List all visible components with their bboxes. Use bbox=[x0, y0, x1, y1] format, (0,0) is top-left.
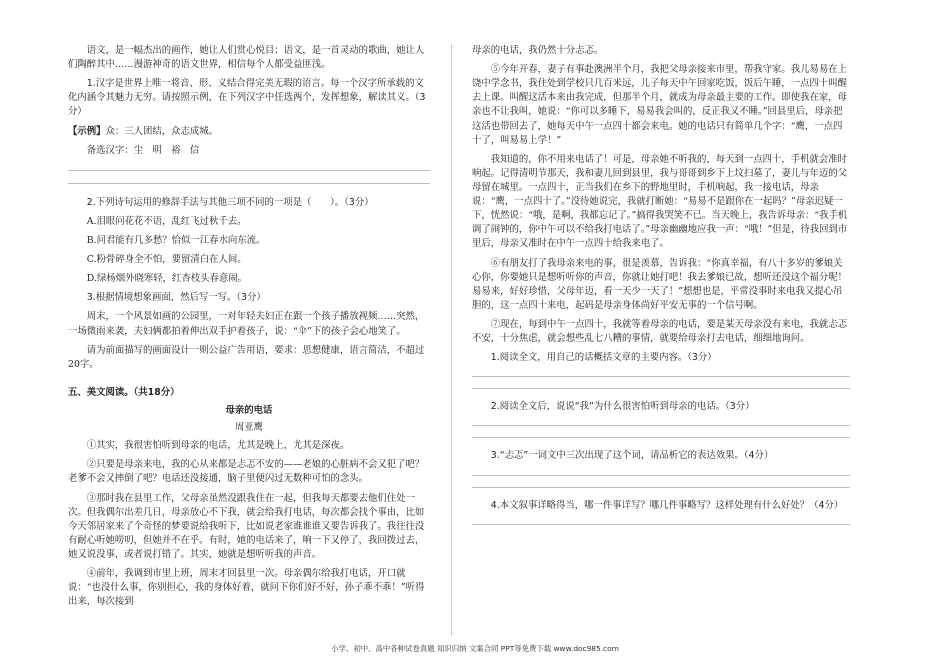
section-5-title: 五、美文阅读。（共18分） bbox=[68, 386, 180, 398]
article-paragraph-5b: 我知道的，你不用来电话了！可是，母亲她不听我的，每天到一点四十，手机就会准时响起。记得清明节那天，我和妻儿回到县里，我与哥哥到乡下上坟扫墓了，妻儿与年迈的父母留在城里。一点四十，正当我们在乡下的野地里时，手机响起，我一接电话，母亲说：“鹰，一点四十了。”没待她说完，我就打断她：“易易不是跟你在一起吗？”母亲迟疑一下，恍然说：“哦，是啊，我都忘记了。”搞得我哭笑不已。当天晚上，我告诉母亲：“我手机调了闹钟的，你中午可以不给我打电话了。”母亲幽幽地应我一声：“哦！”但是，待我回到市里后，母亲又准时在中午一点四十给我来电了。 bbox=[472, 153, 848, 250]
reading-question-1: 1.阅读全文，用自己的话概括文章的主要内容。（3分） bbox=[490, 352, 717, 364]
article-paragraph-2: ②只要是母亲来电，我的心从来都是忐忑不安的——老娘的心脏病不会又犯了吧？老爹不会又摔倒了吧？电话还没接通，脑子里便闪过无数种可怕的念头。 bbox=[68, 459, 425, 485]
question-1: 1.汉字是世界上唯一将音、形、义结合得完美无瑕的语言。每一个汉字所承载的文化内涵令其魅力无穷。请按照示例，在下列汉字中任选两个，发挥想象，解读其义。（3分） bbox=[68, 78, 426, 118]
reading-question-4: 4.本文叙事详略得当，哪一件事详写？哪几件事略写？这样处理有什么好处？（4分） bbox=[490, 499, 844, 511]
option-a: A.泪眼问花花不语，乱红飞过秋千去。 bbox=[86, 215, 247, 227]
article-paragraph-6: ⑥有朋友打了我母亲来电的事，很是羡慕，告诉我：“你真幸福，有八十多岁的爹娘关心你，你要她只是想听听你的声音，你就让她打吧！我去爹娘已故，想听还没这个福分呢！易易来，好好珍惜，父母年迈，看一天少一天了！”想想也是，平常没事时来电我又提心吊胆的，这一点四十来电，起码是母亲身体尚好平安无事的一个信号啊。 bbox=[472, 257, 848, 311]
answer-line bbox=[472, 524, 850, 525]
right-column bbox=[472, 44, 850, 536]
intro-paragraph: 语文，是一幅杰出的画作，她让人们赏心悦目；语文，是一首灵动的歌曲，她让人们陶醉其中……漫游神奇的语文世界，相信每个人都受益匪浅。 bbox=[68, 45, 425, 71]
example-line bbox=[68, 125, 430, 139]
question-3-scene: 周末，一个风景如画的公园里，一对年轻夫妇正在跟一个孩子播放视频……突然，一场微雨来袭，夫妇俩都拍着伸出双手护着孩子，说：“伞”下的孩子会心地笑了。 bbox=[68, 311, 425, 337]
option-c: C.粉骨碎身全不怕，要留清白在人间。 bbox=[86, 254, 247, 266]
reading-question-3: 3.“忐忑”一词文中三次出现了这个词，请品析它的表达效果。（4分） bbox=[490, 450, 774, 462]
answer-line bbox=[472, 437, 850, 438]
option-b: B.问君能有几多愁？恰似一江春水向东流。 bbox=[86, 234, 266, 246]
column-divider bbox=[451, 44, 452, 636]
article-paragraph-7: ⑦现在，每到中午一点四十，我就等着母亲的电话，要是某天母亲没有来电，我就忐忑不安，十分焦虑，就会想些乱七八糟的事情，就要给母亲打去电话，细细地询问。 bbox=[472, 318, 848, 345]
question-3: 3.根据情境想象画面，然后写一写。（3分） bbox=[86, 292, 266, 304]
option-d: D.绿杨烟外晓寒轻，红杏枝头春意闹。 bbox=[86, 273, 247, 285]
article-title: 母亲的电话 bbox=[225, 404, 273, 416]
answer-line bbox=[68, 170, 430, 171]
article-paragraph-3: ③那时我在县里工作，父母亲虽然没跟我住在一起，但我每天都要去他们住处一次。但我偶尔出差几日，母亲放心不下我，就会给我打电话，每次都会找个事由，比如今天邻居家来了个奇怪的梦要说给我听下，比如说老家谁谁谁又要告诉我了。我往往没有耐心听她唠叨，但她并不在乎。有时，她的电话来了，响一下又停了，我回拨过去，她又说没事，或者说打错了。其实，她就是想听听我的声音。 bbox=[68, 492, 425, 560]
article-paragraph-5: ⑤今年开春，妻子有事赴澳洲半个月，我把父母亲接来市里，帮我守家。我儿易易在上饶中学念书，我住处到学校只几百米远，儿子每天中午回家吃饭，饭后午睡，一点四十叫醒去上课。叫醒这活本来由我完成，但那半个月，就成为母亲最主要的工作。即使我在家，母亲也不让我叫，她说：“你可以多睡下，易易我会叫的，反正我又不睡。”回县里后，母亲把这活也带回去了，她每天中午一点四十都会来电。她的电话只有简单几个字：“鹰，一点四十了，叫易易上学！” bbox=[472, 64, 848, 146]
answer-line bbox=[472, 388, 850, 389]
candidate-characters: 备选汉字：尘 明 裕 信 bbox=[86, 144, 200, 156]
example-text: 众：三人团结，众志成城。 bbox=[105, 125, 219, 137]
question-2: 2.下列诗句运用的修辞手法与其他三项不同的一项是（ ）。（3分） bbox=[86, 196, 374, 208]
answer-line bbox=[68, 183, 430, 184]
question-3-requirement: 请为前面描写的画面设计一则公益广告用语，要求：思想健康，语言简洁，不超过20字。 bbox=[68, 344, 425, 370]
answer-line bbox=[472, 475, 850, 476]
left-column bbox=[68, 44, 430, 614]
example-label: 【示例】 bbox=[68, 125, 106, 137]
article-paragraph-4: ④前年，我调到市里上班，周末才回县里一次。母亲偶尔给我打电话，开口就说：“也没什么事，你别担心，我的身体好着，就问下你们好不好，孙子乖不乖！”听得出来，每次接到 bbox=[68, 568, 425, 608]
answer-line bbox=[472, 425, 850, 426]
answer-line bbox=[472, 487, 850, 488]
page-footer: 小学、初中、高中各种试卷真题 知识归纳 文案合同 PPT等免费下载 www.doc985.com bbox=[331, 644, 619, 653]
article-author: 周亚鹰 bbox=[234, 422, 264, 434]
article-paragraph-4-continued: 母亲的电话，我仍然十分忐忑。 bbox=[472, 45, 604, 56]
answer-line bbox=[472, 376, 850, 377]
reading-question-2: 2.阅读全文后，说说“我”为什么很害怕听到母亲的电话。（3分） bbox=[490, 401, 755, 413]
article-paragraph-1: ①其实，我很害怕听到母亲的电话，尤其是晚上，尤其是深夜。 bbox=[86, 440, 350, 452]
